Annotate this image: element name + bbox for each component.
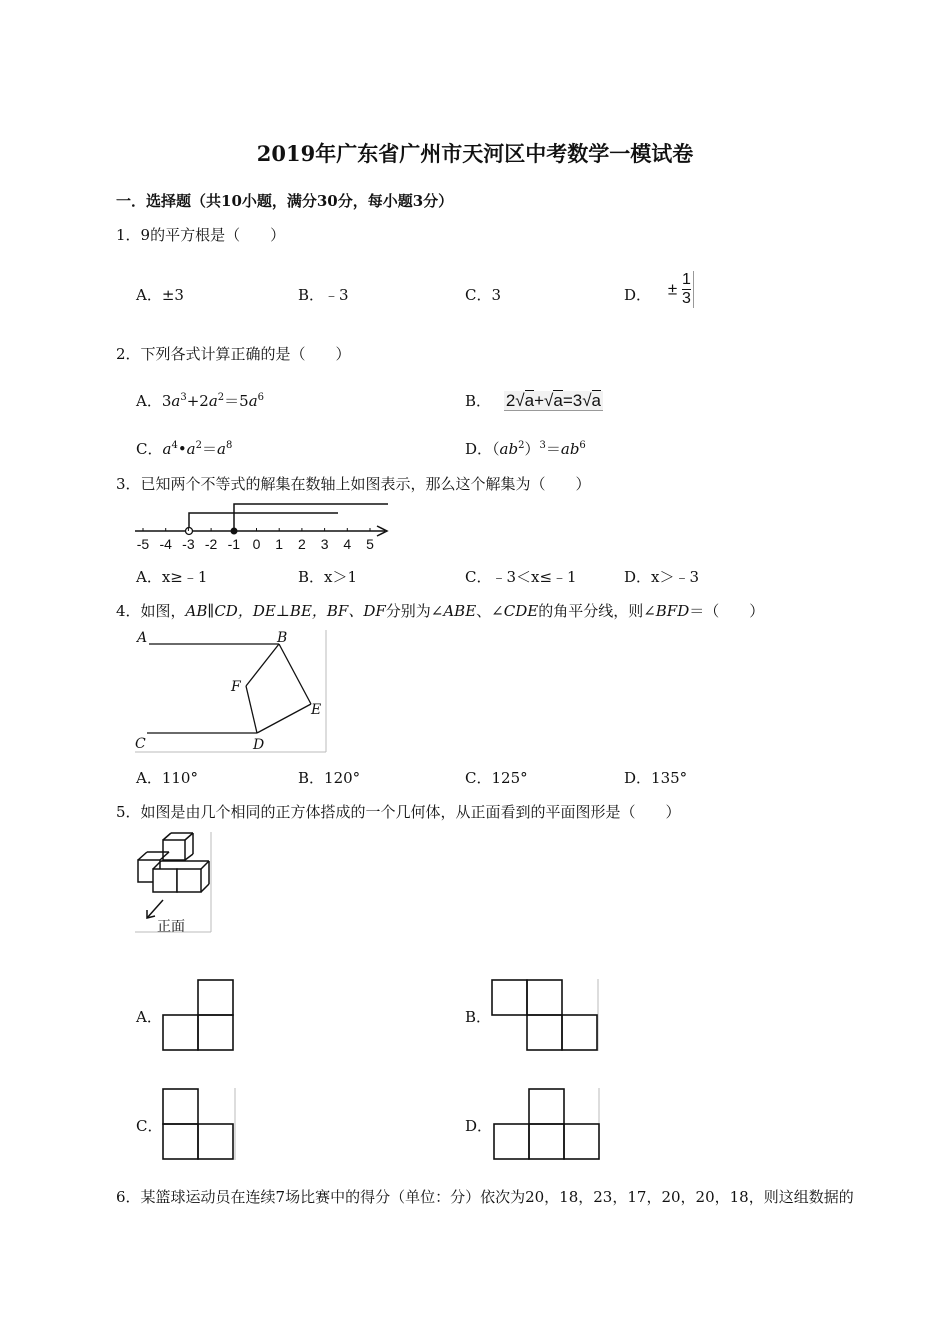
q4-option-c[interactable]: C．125° bbox=[465, 769, 528, 787]
q1-option-d-fraction-image bbox=[668, 271, 694, 308]
question-3-stem: 3．已知两个不等式的解集在数轴上如图表示，那么这个解集为（ ） bbox=[116, 475, 591, 493]
q3-option-a[interactable]: A．x≥﹣1 bbox=[136, 568, 208, 586]
label-a: A bbox=[137, 630, 148, 646]
question-2-stem: 2．下列各式计算正确的是（ ） bbox=[116, 345, 351, 363]
tick-label: 3 bbox=[320, 536, 329, 552]
q4-stem-mid2: 、∠ bbox=[476, 602, 504, 620]
tick-label: 5 bbox=[366, 536, 374, 552]
q2-option-d-label: D． bbox=[465, 440, 493, 458]
q1-denominator: 3 bbox=[681, 289, 691, 307]
open-circle-neg3 bbox=[186, 528, 193, 535]
question-6-stem: 6．某篮球运动员在连续7场比赛中的得分（单位：分）依次为20，18，23，17，20，20，18，则这组数据的 bbox=[116, 1188, 854, 1206]
cube-solid-figure bbox=[133, 832, 213, 934]
q4-stem-mid: 分别为∠ bbox=[385, 602, 444, 620]
number-line-figure bbox=[133, 502, 395, 552]
segment-fd bbox=[246, 686, 257, 733]
q4-stem-cde: CDE bbox=[503, 602, 539, 620]
q2-option-c[interactable] bbox=[136, 438, 232, 459]
cube-top bbox=[163, 840, 185, 860]
tick-label: -4 bbox=[159, 536, 172, 552]
cube-front-right bbox=[177, 869, 201, 892]
q4-stem-body: AB∥CD，DE⊥BE，BF、DF bbox=[185, 602, 386, 620]
q1-option-d-label: D． bbox=[624, 286, 652, 304]
q2-option-b-label: B． bbox=[465, 392, 492, 410]
q5-option-a-label[interactable]: A． bbox=[136, 1008, 162, 1026]
solution-bracket-ge-neg1 bbox=[234, 504, 388, 528]
question-1-stem: 1．9的平方根是（ ） bbox=[116, 226, 286, 244]
q5-option-b-figure[interactable] bbox=[491, 979, 601, 1053]
q2-option-c-label: C． bbox=[136, 440, 163, 458]
q2-option-a[interactable] bbox=[136, 390, 264, 411]
label-d: D bbox=[253, 737, 265, 753]
q2-option-d-expr: $(ab^2)^3=ab^6$ bbox=[492, 440, 586, 458]
q5-option-c-figure[interactable] bbox=[162, 1088, 238, 1162]
q1-option-b[interactable]: B．﹣3 bbox=[298, 286, 349, 304]
tick-label: -2 bbox=[204, 536, 218, 552]
q5-option-d-label[interactable]: D． bbox=[465, 1117, 493, 1135]
q3-option-c[interactable]: C．﹣3＜x≤﹣1 bbox=[465, 568, 577, 586]
tick-label: -1 bbox=[227, 536, 241, 552]
q3-option-b[interactable]: B．x＞1 bbox=[298, 568, 358, 586]
q4-option-b[interactable]: B．120° bbox=[298, 769, 361, 787]
q2-option-a-label: A． bbox=[136, 392, 162, 410]
q3-option-d[interactable]: D．x＞﹣3 bbox=[624, 568, 700, 586]
q2-option-b-expr-image: 2√a+√a=3√a bbox=[505, 391, 601, 410]
tick-label: -5 bbox=[136, 536, 150, 552]
q1-option-d[interactable] bbox=[624, 270, 694, 308]
tick-label: 1 bbox=[275, 536, 284, 552]
front-arrow-shaft bbox=[147, 900, 163, 918]
cube-front-left bbox=[153, 869, 177, 892]
q2-option-c-expr: $a^4•a^2=a^8$ bbox=[162, 440, 233, 458]
label-e: E bbox=[311, 702, 322, 718]
tick-label: 0 bbox=[252, 536, 261, 552]
section-heading: 一．选择题（共10小题，满分30分，每小题3分） bbox=[116, 192, 454, 210]
q5-option-c-label[interactable]: C． bbox=[136, 1117, 163, 1135]
q4-option-a[interactable]: A．110° bbox=[136, 769, 198, 787]
q1-option-a[interactable]: A．±3 bbox=[136, 286, 184, 304]
q5-option-a-figure[interactable] bbox=[162, 979, 238, 1053]
q4-stem-end: ＝（ ） bbox=[689, 602, 765, 620]
label-b: B bbox=[277, 630, 288, 646]
label-c: C bbox=[135, 736, 146, 752]
q5-option-b-label[interactable]: B． bbox=[465, 1008, 492, 1026]
q4-stem-prefix: 4．如图， bbox=[116, 602, 186, 620]
tick-label: -3 bbox=[182, 536, 195, 552]
q5-option-d-figure[interactable] bbox=[493, 1088, 603, 1162]
q2-option-b[interactable] bbox=[465, 390, 603, 411]
label-f: F bbox=[231, 679, 241, 695]
q4-stem-abe: ABE bbox=[443, 602, 477, 620]
question-4-stem bbox=[116, 600, 764, 621]
tick-label: 4 bbox=[343, 536, 352, 552]
segment-ed bbox=[257, 704, 311, 733]
question-5-stem: 5．如图是由几个相同的正方体搭成的一个几何体，从正面看到的平面图形是（ ） bbox=[116, 803, 681, 821]
front-view-label: 正面 bbox=[157, 919, 185, 935]
segment-bf bbox=[246, 644, 279, 686]
solution-bracket-gt-neg3 bbox=[189, 513, 338, 528]
q4-stem-bfd: BFD bbox=[655, 602, 690, 620]
segment-be bbox=[279, 644, 311, 704]
q1-plusminus: ± bbox=[667, 279, 678, 298]
q1-option-c[interactable]: C．3 bbox=[465, 286, 502, 304]
q2-option-d[interactable] bbox=[465, 438, 586, 459]
tick-label: 2 bbox=[298, 536, 306, 552]
page-title: 2019年广东省广州市天河区中考数学一模试卷 bbox=[256, 141, 694, 166]
parallel-lines-figure bbox=[133, 628, 329, 754]
q1-numerator: 1 bbox=[681, 270, 691, 288]
q4-stem-mid3: 的角平分线，则∠ bbox=[538, 602, 656, 620]
q2-option-a-expr: $3a^3+2a^2=5a^6$ bbox=[161, 392, 265, 410]
q4-option-d[interactable]: D．135° bbox=[624, 769, 688, 787]
